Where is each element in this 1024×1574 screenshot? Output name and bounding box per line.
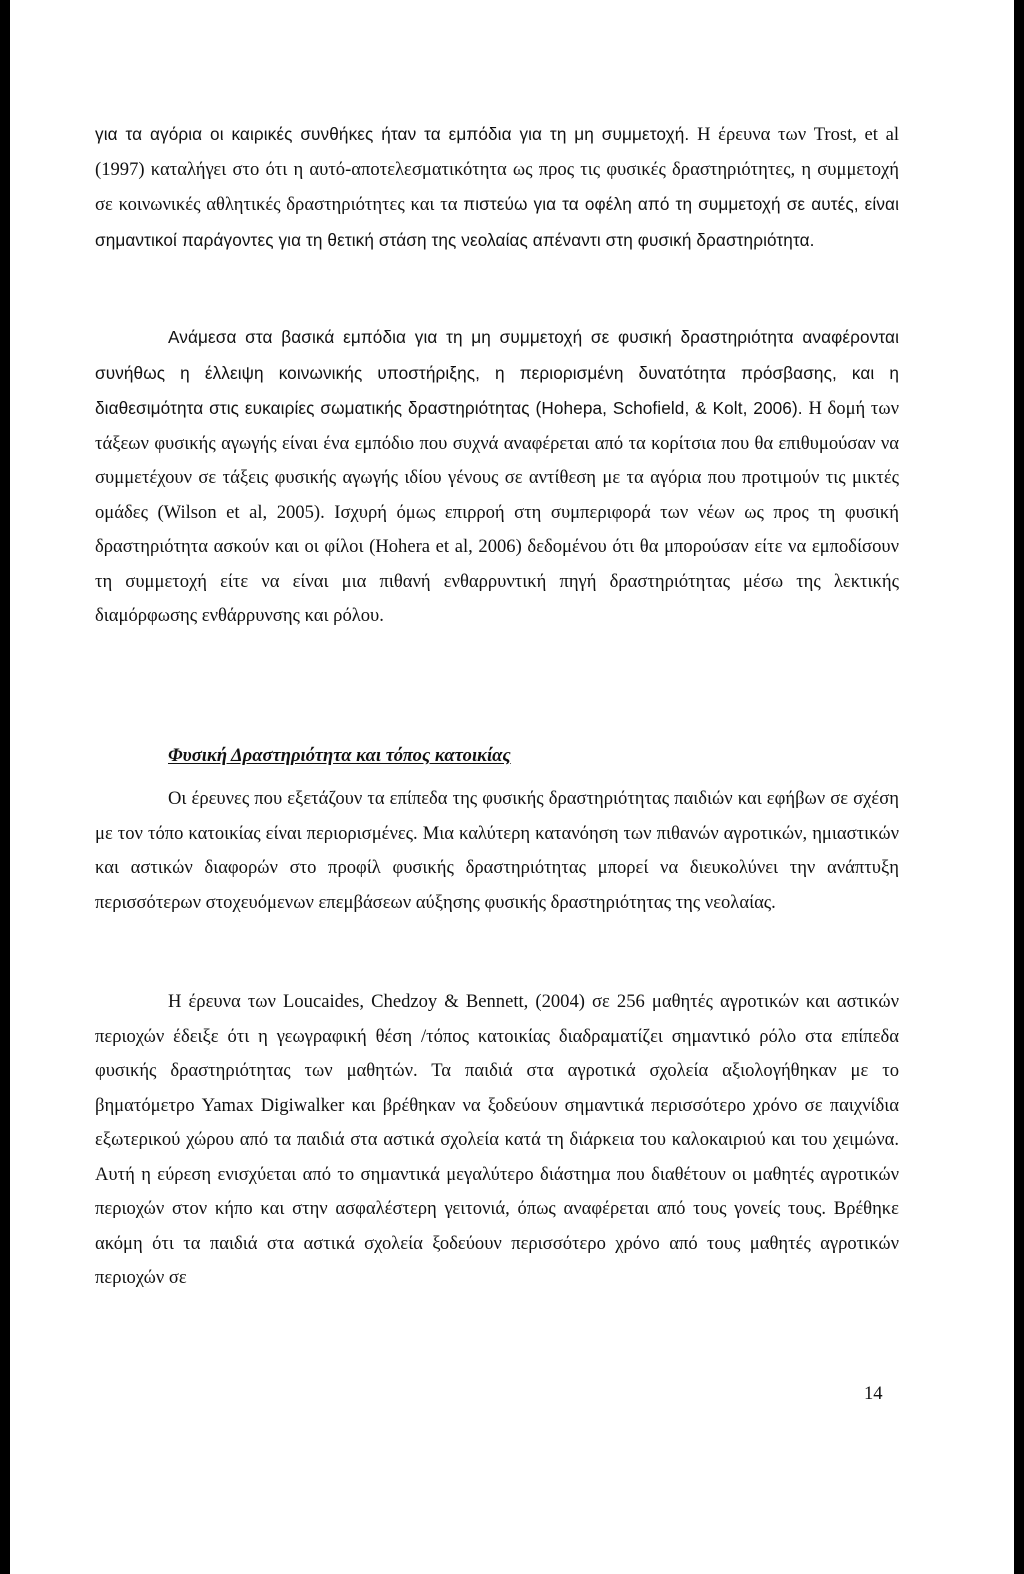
paragraph-2-segment: Η δομή των τάξεων φυσικής αγωγής είναι ένα εμπόδιο που συχνά αναφέρεται από τα κορίτσια που θα επιθυμούσαν να συμμετέχουν σε τάξεις φυσικής αγωγής ιδίου γένους σε αντίθεση με τα αγόρια που προτιμούν τις μικτές ομάδες (Wilson et al, 2005). Ισχυρή όμως επιρροή στη συμπεριφορά των νέων ως προς τη φυσική δραστηριότητα ασκούν και οι φίλοι (Hohera et al, 2006) δεδομένου ότι θα μπορούσαν είτε να εμποδίσουν τη συμμετοχή είτε να είναι μια πιθανή ενθαρρυντική πηγή δραστηριότητας μέσω της λεκτικής διαμόρφωσης ενθάρρυνσης και ρόλου. [95, 398, 900, 626]
paragraph-4 [95, 985, 899, 1296]
paragraph-1-segment: πιστεύω για τα οφέλη από τη συμμετοχή σε αυτές, είναι σημαντικοί παράγοντες για τη θετική στάση της νεολαίας απέναντι στη φυσική δραστηριότητα. [95, 194, 900, 250]
document-page [10, 0, 1014, 1574]
section-heading: Φυσική Δραστηριότητα και τόπος κατοικίας [168, 745, 511, 766]
paragraph-4-segment: Η έρευνα των Loucaides, Chedzoy & Bennett, (2004) σε 256 μαθητές αγροτικών και αστικών περιοχών έδειξε ότι η γεωγραφική θέση /τόπος κατοικίας διαδραματίζει σημαντικό ρόλο στα επίπεδα φυσικής δραστηριότητας των μαθητών. Τα παιδιά στα αγροτικά σχολεία αξιολογήθηκαν με το βηματόμετρο Yamax Digiwalker και βρέθηκαν να ξοδεύουν σημαντικά περισσότερο χρόνο σε παιχνίδια εξωτερικού χώρου από τα παιδιά στα αστικά σχολεία κατά τη διάρκεια του καλοκαιριού και του χειμώνα. Αυτή η εύρεση ενισχύεται από το σημαντικά μεγαλύτερο διάστημα που διαθέτουν οι μαθητές αγροτικών περιοχών στον κήπο και στην ασφαλέστερη γειτονιά, όπως αναφέρεται από τους γονείς τους. Βρέθηκε ακόμη ότι τα παιδιά στα αστικά σχολεία ξοδεύουν περισσότερο χρόνο από τους μαθητές αγροτικών περιοχών σε [95, 991, 899, 1288]
paragraph-3 [95, 782, 899, 920]
paragraph-2 [95, 320, 899, 634]
paragraph-1-segment: για τα αγόρια οι καιρικές συνθήκες ήταν τα εμπόδια για τη μη συμμετοχή. [95, 124, 698, 144]
paragraph-3-segment: Οι έρευνες που εξετάζουν τα επίπεδα της φυσικής δραστηριότητας παιδιών και εφήβων σε σχέση με τον τόπο κατοικίας είναι περιορισμένες. Μια καλύτερη κατανόηση των πιθανών αγροτικών, ημιαστικών και αστικών διαφορών στο προφίλ φυσικής δραστηριότητας μπορεί να διευκολύνει την ανάπτυξη περισσότερων στοχευόμενων επεμβάσεων αύξησης φυσικής δραστηριότητας της νεολαίας. [95, 788, 899, 913]
paragraph-2-segment: Ανάμεσα στα βασικά εμπόδια για τη μη συμμετοχή σε φυσική δραστηριότητα αναφέρονται συνήθως η έλλειψη κοινωνικής υποστήριξης, η περιορισμένη δυνατότητα πρόσβασης, και η διαθεσιμότητα στις ευκαιρίες σωματικής δραστηριότητας (Hohepa, Schofield, & Kolt, 2006). [95, 327, 899, 418]
page-number: 14 [864, 1383, 883, 1404]
paragraph-1 [95, 117, 899, 258]
paragraph-1-segment: Η έρευνα των Trost, et al (1997) καταλήγει στο ότι η αυτό-αποτελεσματικότητα ως προς τις φυσικές δραστηριότητες, η συμμετοχή σε κοινωνικές αθλητικές δραστηριότητες και τα [95, 124, 899, 215]
